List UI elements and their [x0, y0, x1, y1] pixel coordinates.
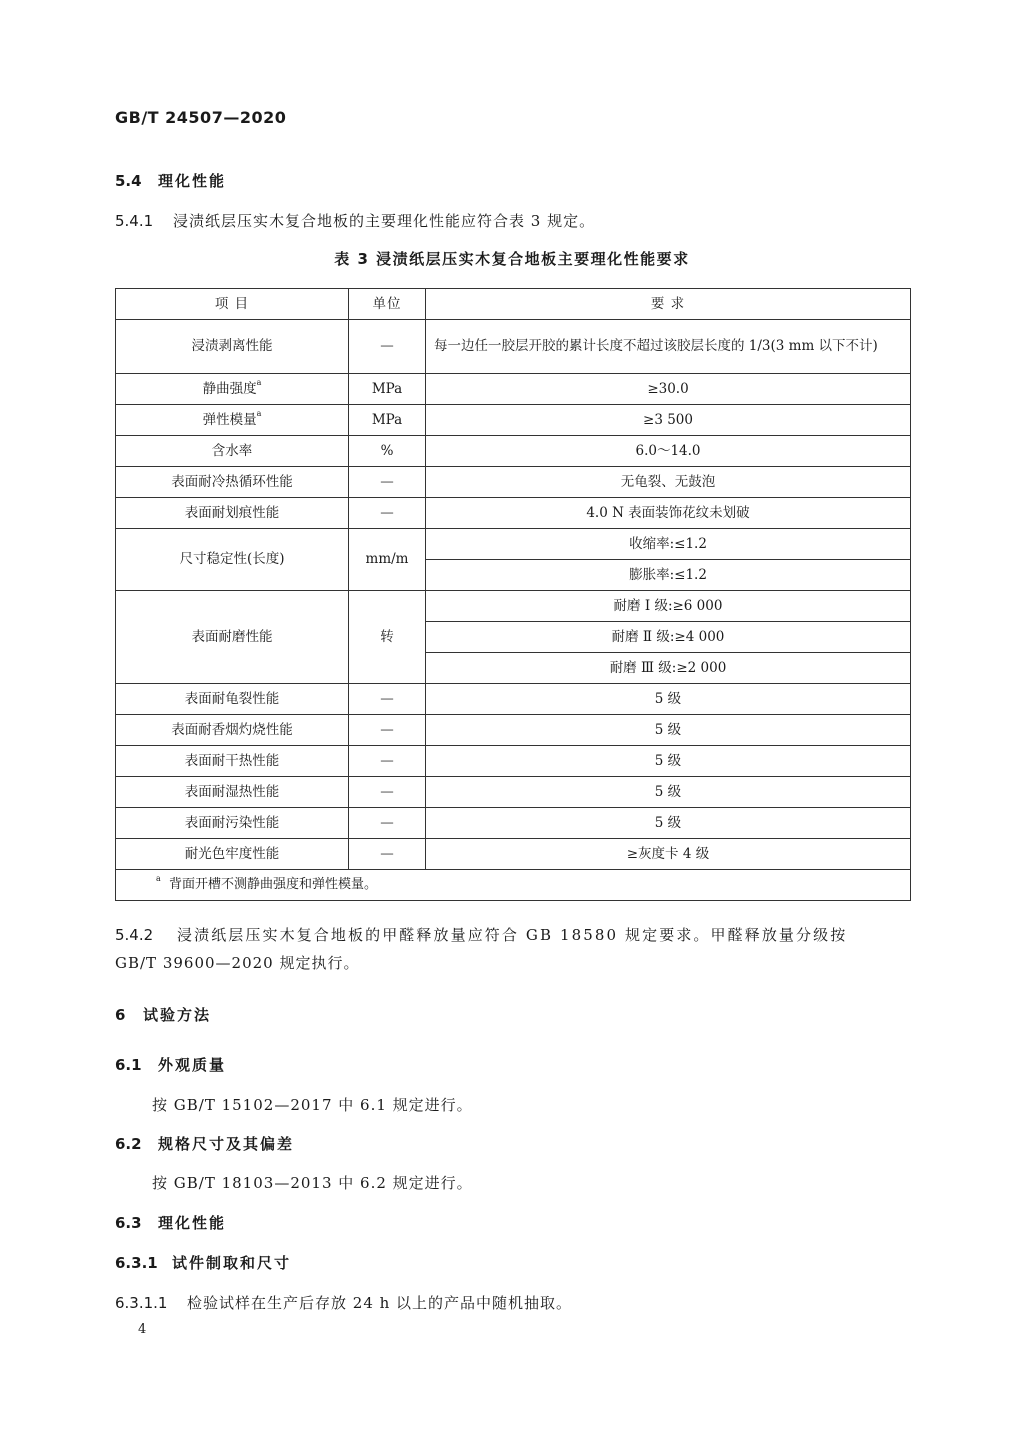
table-row [116, 839, 911, 870]
clause-number: 6.3.1.1 [115, 1294, 168, 1312]
row-item: 含水率 [116, 436, 349, 467]
standard-number: GB/T 24507—2020 [115, 108, 287, 127]
section-title: 理化性能 [158, 172, 227, 190]
section-6-3-1-heading [115, 1252, 291, 1273]
row-item: 表面耐干热性能 [116, 746, 349, 777]
header-item: 项 目 [116, 289, 349, 320]
row-unit: — [349, 320, 426, 374]
row-requirement: 每一边任一胶层开胶的累计长度不超过该胶层长度的 1/3(3 mm 以下不计) [426, 320, 911, 374]
row-item: 表面耐污染性能 [116, 808, 349, 839]
clause-text: 检验试样在生产后存放 24 h 以上的产品中随机抽取。 [187, 1294, 573, 1312]
table-row [116, 320, 911, 374]
section-6-heading [115, 1004, 211, 1025]
table-row [116, 436, 911, 467]
row-requirement: 5 级 [426, 808, 911, 839]
row-requirement: 5 级 [426, 746, 911, 777]
row-item: 静曲强度$^a$ [116, 374, 349, 405]
table-row [116, 684, 911, 715]
row-unit: — [349, 839, 426, 870]
clause-6-3-1-1 [115, 1292, 572, 1313]
table-header-row [116, 289, 911, 320]
clause-text-line2: GB/T 39600—2020 规定执行。 [115, 954, 360, 972]
table-row [116, 808, 911, 839]
section-number: 6.3.1 [115, 1254, 158, 1272]
section-6-2-heading [115, 1133, 294, 1154]
clause-5-4-2 [115, 924, 910, 973]
clause-number: 5.4.1 [115, 212, 154, 230]
row-requirement: ≥3 500 [426, 405, 911, 436]
section-title: 理化性能 [158, 1214, 227, 1232]
clause-5-4-1 [115, 210, 595, 231]
row-requirement: 收缩率:≤1.2 [426, 529, 911, 560]
section-number: 6.3 [115, 1214, 142, 1232]
row-unit: — [349, 467, 426, 498]
section-6-3-heading [115, 1212, 226, 1233]
row-item: 表面耐冷热循环性能 [116, 467, 349, 498]
table-row [116, 467, 911, 498]
row-unit: 转 [349, 591, 426, 684]
row-requirement: 耐磨 Ⅲ 级:≥2 000 [426, 653, 911, 684]
row-requirement: 6.0～14.0 [426, 436, 911, 467]
row-unit: — [349, 777, 426, 808]
section-number: 5.4 [115, 172, 142, 190]
page-number: 4 [138, 1322, 147, 1337]
section-title: 试验方法 [143, 1006, 212, 1024]
section-6-1-heading [115, 1054, 226, 1075]
section-6-1-text: 按 GB/T 15102—2017 中 6.1 规定进行。 [152, 1096, 473, 1114]
row-item: 耐光色牢度性能 [116, 839, 349, 870]
footnote-marker: a [256, 377, 262, 387]
table-row [116, 374, 911, 405]
table-row [116, 498, 911, 529]
row-item: 表面耐香烟灼烧性能 [116, 715, 349, 746]
row-unit: — [349, 684, 426, 715]
section-title: 规格尺寸及其偏差 [158, 1135, 295, 1153]
clause-text-line1: 浸渍纸层压实木复合地板的甲醛释放量应符合 GB 18580 规定要求。甲醛释放量分级按 [177, 926, 848, 944]
header-unit: 单位 [349, 289, 426, 320]
row-item: 表面耐划痕性能 [116, 498, 349, 529]
row-requirement: 无龟裂、无鼓泡 [426, 467, 911, 498]
row-unit: MPa [349, 405, 426, 436]
row-item: 表面耐龟裂性能 [116, 684, 349, 715]
row-unit: — [349, 746, 426, 777]
row-item: 表面耐磨性能 [116, 591, 349, 684]
section-number: 6.1 [115, 1056, 142, 1074]
row-unit: MPa [349, 374, 426, 405]
row-unit: % [349, 436, 426, 467]
row-requirement: 4.0 N 表面装饰花纹未划破 [426, 498, 911, 529]
row-requirement: 耐磨 Ⅰ 级:≥6 000 [426, 591, 911, 622]
table-row [116, 591, 911, 622]
table-caption-text: 表 3 浸渍纸层压实木复合地板主要理化性能要求 [334, 250, 690, 268]
table-footnote-row [116, 870, 911, 901]
row-item: 尺寸稳定性(长度) [116, 529, 349, 591]
table-caption [0, 248, 1024, 269]
clause-text: 浸渍纸层压实木复合地板的主要理化性能应符合表 3 规定。 [173, 212, 596, 230]
section-number: 6.2 [115, 1135, 142, 1153]
row-requirement: 5 级 [426, 777, 911, 808]
row-requirement: 5 级 [426, 684, 911, 715]
footnote-text: 背面开槽不测静曲强度和弹性模量。 [169, 876, 378, 892]
row-requirement: ≥灰度卡 4 级 [426, 839, 911, 870]
table-footnote [116, 870, 911, 901]
header-requirement: 要 求 [426, 289, 911, 320]
section-title: 外观质量 [158, 1056, 227, 1074]
section-5-4-heading [115, 170, 226, 191]
row-item: 表面耐湿热性能 [116, 777, 349, 808]
table-row [116, 777, 911, 808]
row-requirement: ≥30.0 [426, 374, 911, 405]
row-requirement: 膨胀率:≤1.2 [426, 560, 911, 591]
section-6-2-text: 按 GB/T 18103—2013 中 6.2 规定进行。 [152, 1174, 473, 1192]
table-row [116, 746, 911, 777]
row-unit: — [349, 808, 426, 839]
row-unit: — [349, 715, 426, 746]
row-item: 浸渍剥离性能 [116, 320, 349, 374]
row-unit: mm/m [349, 529, 426, 591]
table-row [116, 715, 911, 746]
section-number: 6 [115, 1006, 126, 1024]
clause-number: 5.4.2 [115, 926, 154, 944]
row-unit: — [349, 498, 426, 529]
properties-table [115, 288, 911, 901]
footnote-marker: a [256, 408, 262, 418]
table-row [116, 405, 911, 436]
row-requirement: 5 级 [426, 715, 911, 746]
row-item: 弹性模量$^a$ [116, 405, 349, 436]
table-row [116, 529, 911, 560]
row-requirement: 耐磨 Ⅱ 级:≥4 000 [426, 622, 911, 653]
footnote-marker: a [156, 873, 161, 883]
section-title: 试件制取和尺寸 [172, 1254, 292, 1272]
